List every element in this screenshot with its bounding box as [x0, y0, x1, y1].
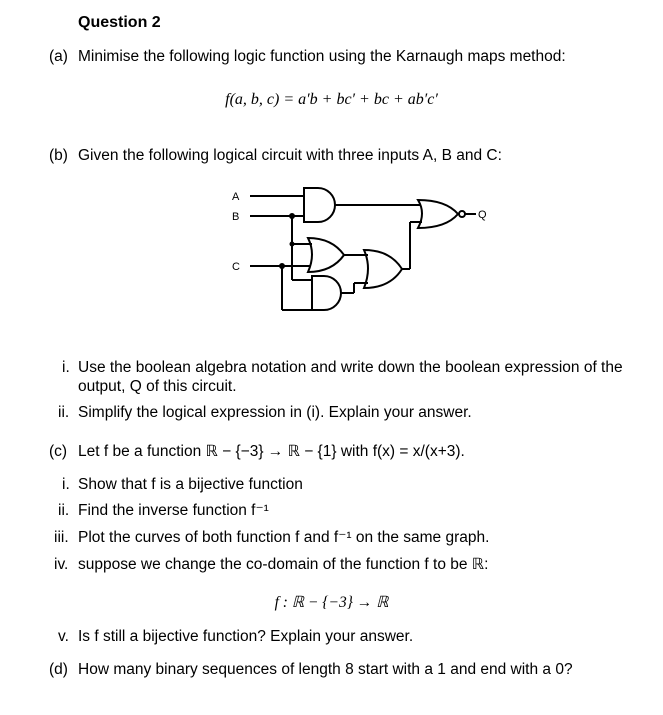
and-gate-3	[312, 276, 341, 310]
part-c-item5-text: Is f still a bijective function? Explain your answer.	[78, 628, 414, 645]
part-c-item3-num: iii.	[54, 529, 69, 546]
part-a-text: Minimise the following logic function using the Karnaugh maps method:	[78, 48, 566, 65]
question-title: Question 2	[78, 14, 161, 31]
logic-circuit-diagram	[220, 180, 500, 320]
input-c-label: C	[232, 261, 240, 273]
part-c-item3-text: Plot the curves of both function f and f⁻¹ on the same graph.	[78, 529, 490, 546]
part-c-item1-text: Show that f is a bijective function	[78, 476, 303, 493]
input-b-label: B	[232, 211, 240, 223]
part-b-label: (b)	[49, 147, 68, 164]
part-c-item1-num: i.	[62, 476, 70, 493]
part-a-formula: f(a, b, c) = a′b + bc′ + bc + ab′c′	[225, 91, 438, 108]
output-q-label: Q	[478, 209, 487, 221]
part-c-item5-num: v.	[58, 628, 69, 645]
part-b-text: Given the following logical circuit with three inputs A, B and C:	[78, 147, 502, 164]
part-b-item1-num: i.	[62, 359, 70, 376]
part-c-label: (c)	[49, 443, 68, 460]
part-c-item4-text: suppose we change the co-domain of the function f to be ℝ:	[78, 556, 489, 573]
part-b-item1-line2: output, Q of this circuit.	[78, 378, 237, 395]
part-d-text: How many binary sequences of length 8 start with a 1 and end with a 0?	[78, 661, 573, 678]
or-gate-output	[418, 200, 458, 228]
part-b-item2-text: Simplify the logical expression in (i). Explain your answer.	[78, 404, 472, 421]
part-d-label: (d)	[49, 661, 68, 678]
and-gate-1	[304, 188, 335, 222]
or-gate-4	[364, 250, 402, 288]
input-a-label: A	[232, 191, 240, 203]
part-c-item4-num: iv.	[54, 556, 69, 573]
part-c-item2-text: Find the inverse function f⁻¹	[78, 502, 269, 519]
part-a-label: (a)	[49, 48, 68, 65]
part-b-item1-line1: Use the boolean algebra notation and write down the boolean expression of the	[78, 359, 623, 376]
part-c-codomain-formula: f : ℝ − {−3} → ℝ	[274, 594, 389, 611]
or-gate-2	[308, 238, 344, 272]
part-c-text: Let f be a function ℝ − {−3} → ℝ − {1} with f(x) = x/(x+3).	[78, 443, 465, 460]
part-c-item2-num: ii.	[58, 502, 70, 519]
part-b-item2-num: ii.	[58, 404, 70, 421]
